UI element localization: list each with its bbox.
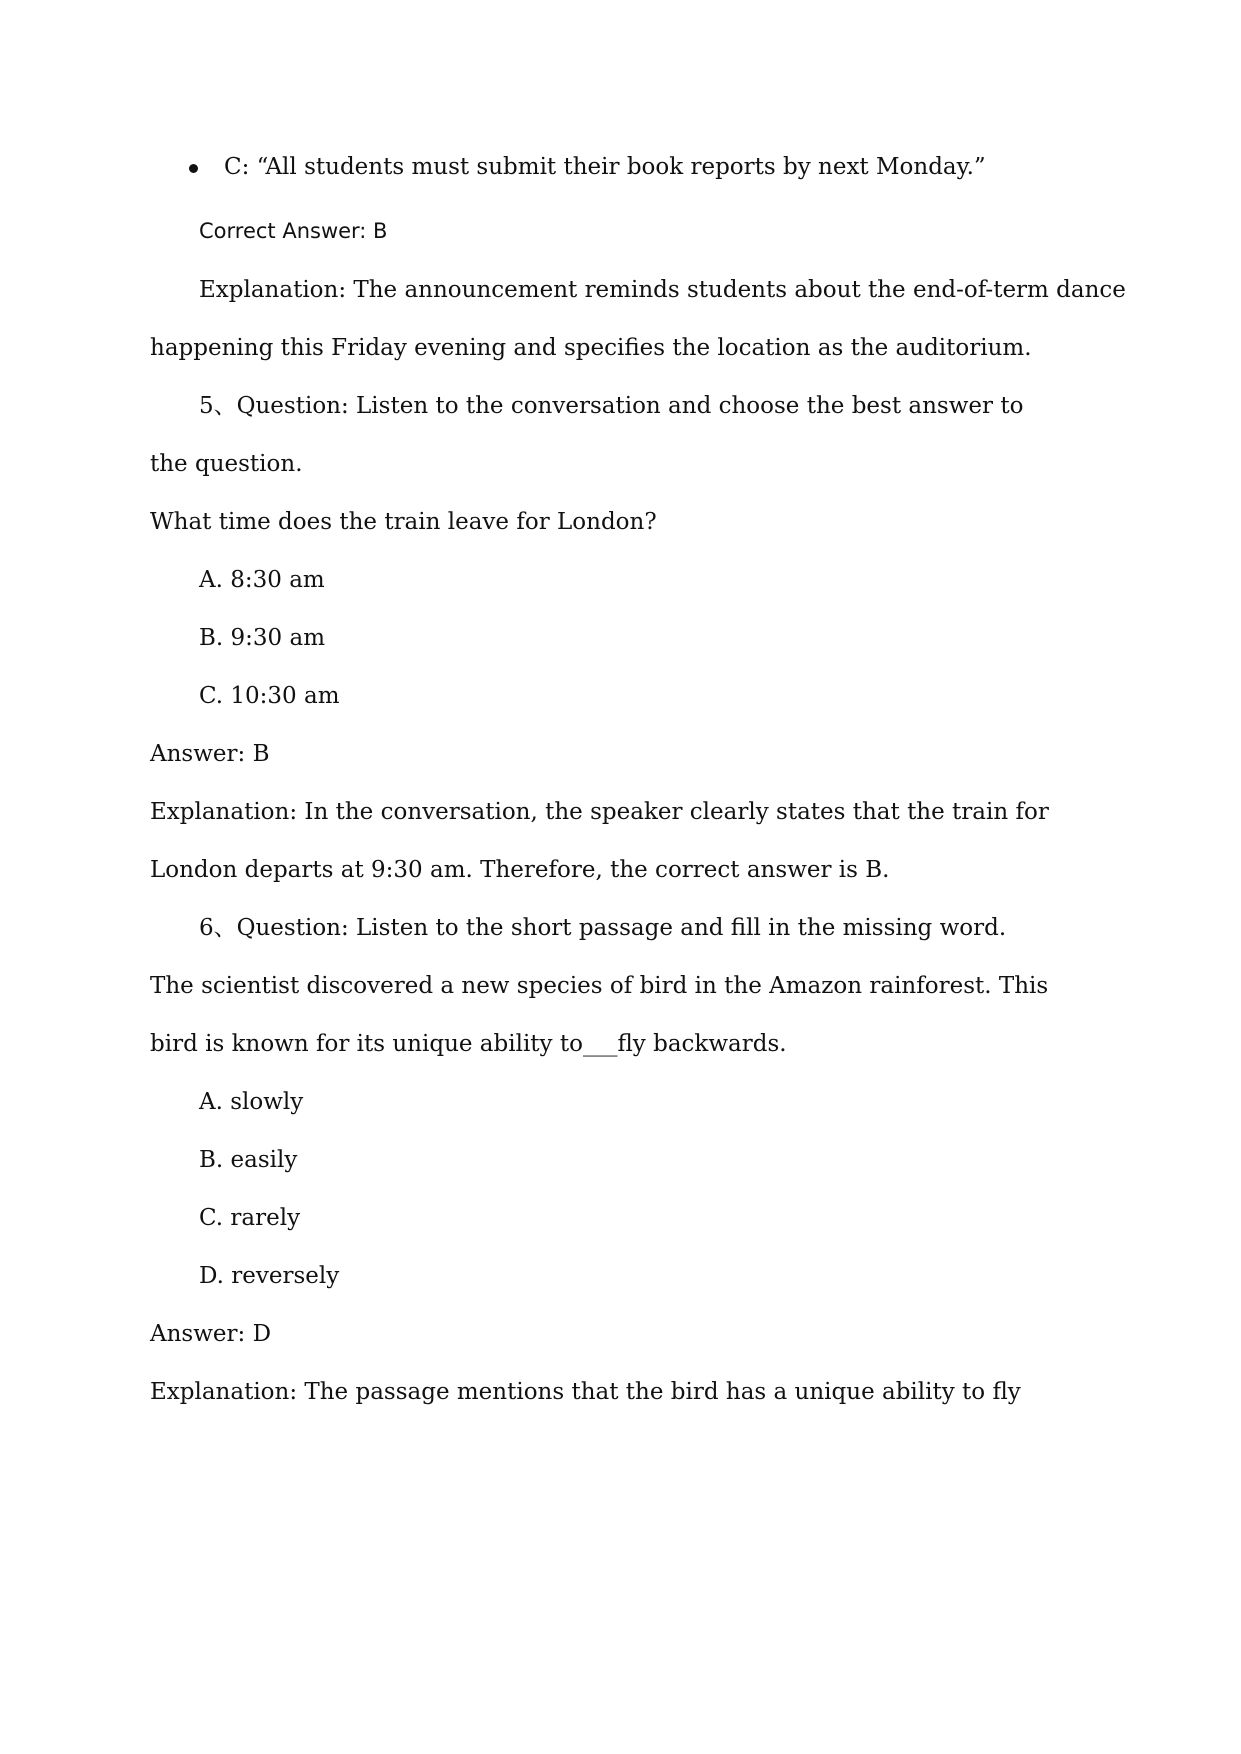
q5-explanation-line-2: London departs at 9:30 am. Therefore, the correct answer is B. [150, 857, 890, 883]
q6-option-a: A. slowly [199, 1089, 304, 1115]
q5-prompt: What time does the train leave for London? [150, 509, 657, 535]
q5-question-line-1: 5、Question: Listen to the conversation and choose the best answer to [199, 393, 1024, 419]
q5-explanation-line-1: Explanation: In the conversation, the speaker clearly states that the train for [150, 799, 1049, 825]
q6-question: 6、Question: Listen to the short passage and fill in the missing word. [199, 915, 1007, 941]
q5-option-c: C. 10:30 am [199, 683, 340, 709]
q6-option-d: D. reversely [199, 1263, 340, 1289]
q6-answer: Answer: D [150, 1321, 272, 1347]
q6-option-c: C. rarely [199, 1205, 301, 1231]
q4-correct-answer: Correct Answer: B [199, 219, 388, 243]
q5-option-b: B. 9:30 am [199, 625, 326, 651]
q6-passage-line-1: The scientist discovered a new species of bird in the Amazon rainforest. This [150, 973, 1049, 999]
q5-option-a: A. 8:30 am [199, 567, 325, 593]
q5-answer: Answer: B [150, 741, 270, 767]
bullet-icon [189, 164, 198, 173]
q5-question-line-2: the question. [150, 451, 303, 477]
q4-option-c: C: “All students must submit their book reports by next Monday.” [224, 154, 986, 180]
q6-explanation-line-1: Explanation: The passage mentions that the bird has a unique ability to fly [150, 1379, 1021, 1405]
q6-passage-line-2: bird is known for its unique ability to___fly backwards. [150, 1031, 787, 1057]
q4-explanation-line-1: Explanation: The announcement reminds students about the end-of-term dance [199, 277, 1126, 303]
q6-option-b: B. easily [199, 1147, 298, 1173]
q4-explanation-line-2: happening this Friday evening and specifies the location as the auditorium. [150, 335, 1032, 361]
